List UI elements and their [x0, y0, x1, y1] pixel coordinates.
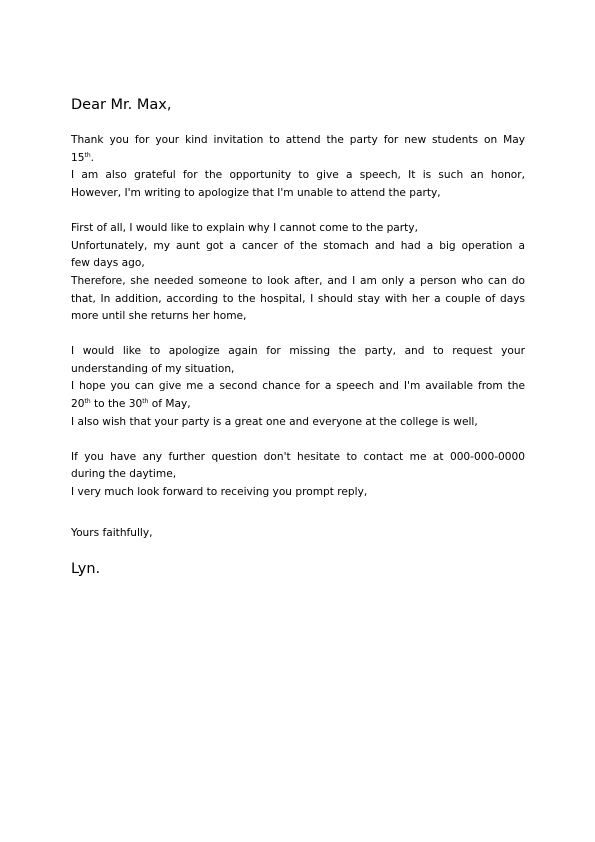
text-line: understanding of my situation,	[71, 362, 235, 375]
text-line: I would like to apologize again for missing the party, and to request your	[71, 345, 525, 358]
text-line: I am also grateful for the opportunity to give a speech, It is such an honor,	[71, 169, 525, 182]
text-line: First of all, I would like to explain why I cannot come to the party,	[71, 221, 418, 234]
salutation: Dear Mr. Max,	[71, 97, 172, 113]
text-line: If you have any further question don't hesitate to contact me at 000-000-0000	[71, 450, 525, 463]
signature: Lyn.	[71, 561, 101, 578]
ordinal-suffix: th	[84, 398, 91, 406]
text-line: I hope you can give me a second chance for a speech and I'm available from the	[71, 380, 525, 393]
paragraph-explanation	[71, 220, 525, 326]
date-number: 15	[71, 151, 85, 164]
letter-body	[71, 95, 525, 579]
closing: Yours faithfully,	[71, 526, 153, 539]
ordinal-suffix: th	[84, 151, 91, 159]
text-line: more until she returns her home,	[71, 310, 247, 323]
paragraph-apology	[71, 343, 525, 432]
paragraph-invitation-thanks	[71, 132, 525, 203]
date-month-text: of May,	[148, 398, 191, 411]
paragraph-contact	[71, 449, 525, 502]
line-end: .	[90, 151, 95, 164]
text-line: Thank you for your kind invitation to attend the party for new students on May	[71, 134, 525, 146]
text-line: Unfortunately, my aunt got a cancer of the stomach and had a big operation a	[71, 239, 525, 252]
text-line: I also wish that your party is a great one and everyone at the college is well,	[71, 415, 478, 428]
text-line: that, In addition, according to the hospital, I should stay with her a couple of days	[71, 292, 525, 305]
ordinal-suffix: th	[142, 398, 149, 406]
text-line	[71, 396, 525, 414]
date-range-text: to the 30	[90, 398, 143, 411]
date-number: 20	[71, 398, 85, 411]
text-line: I very much look forward to receiving you prompt reply,	[71, 485, 368, 498]
text-line: during the daytime,	[71, 468, 177, 481]
text-line: However, I'm writing to apologize that I'm unable to attend the party,	[71, 187, 441, 200]
text-line: few days ago,	[71, 257, 145, 270]
text-line: Therefore, she needed someone to look after, and I am only a person who can do	[71, 274, 525, 287]
text-line	[71, 150, 525, 168]
